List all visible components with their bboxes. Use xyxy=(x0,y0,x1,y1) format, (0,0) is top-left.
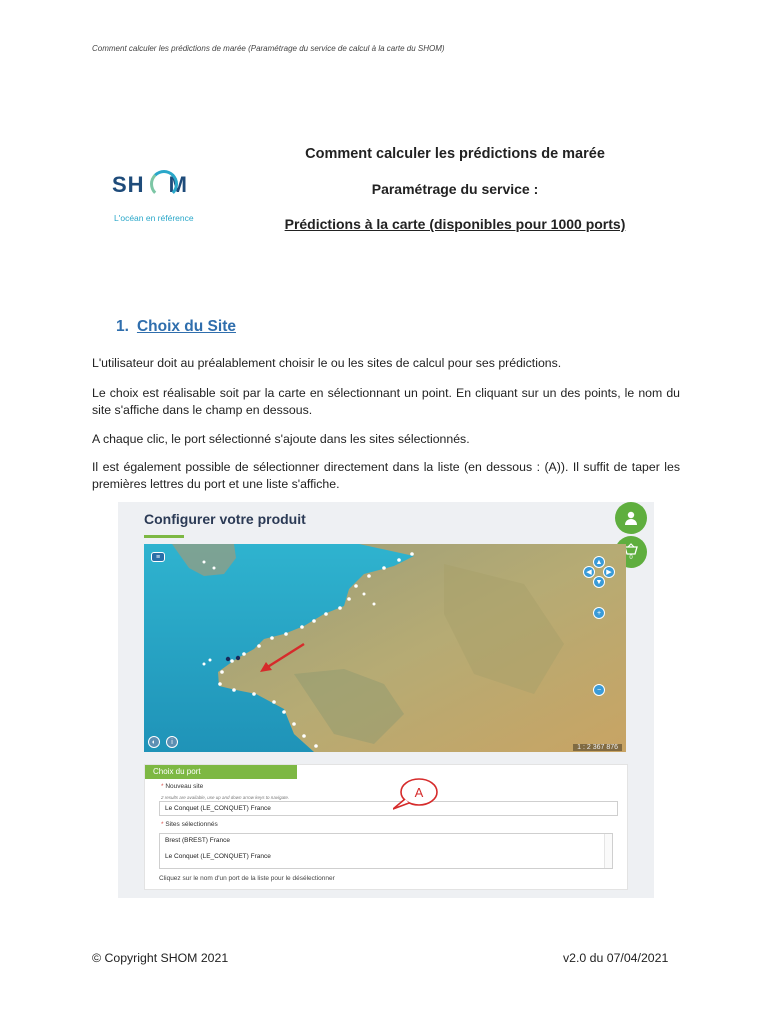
zoom-out-icon[interactable]: − xyxy=(593,684,605,696)
screenshot-title: Configurer votre produit xyxy=(144,511,306,527)
paragraph: Il est également possible de sélectionner directement dans la liste (en dessous : (A)). Il suffit de taper les premières lettres du port et une liste s'affiche. xyxy=(92,460,680,491)
basket-icon xyxy=(624,543,638,555)
pan-left-icon[interactable]: ◀ xyxy=(583,566,595,578)
paragraph: L'utilisateur doit au préalablement choisir le ou les sites de calcul pour ses prédictions. xyxy=(92,356,562,370)
autocomplete-hint: 2 results are available, use up and down arrow keys to navigate. xyxy=(161,795,290,800)
selected-sites-label: * Sites sélectionnés xyxy=(161,821,218,828)
running-header: Comment calculer les prédictions de marée (Paramétrage du service de calcul à la carte du SHOM) xyxy=(92,44,445,53)
scrollbar[interactable] xyxy=(604,834,612,868)
title-underline xyxy=(144,535,184,538)
section-title: Choix du Site xyxy=(136,318,236,335)
map-view[interactable] xyxy=(144,544,626,752)
doc-title: Comment calculer les prédictions de marée xyxy=(305,146,605,162)
new-site-label: * Nouveau site xyxy=(161,783,204,790)
map-scale: 1 : 2 367 876 xyxy=(573,744,622,751)
info-icon[interactable]: i xyxy=(166,736,178,748)
user-account-button[interactable] xyxy=(615,502,647,534)
layers-icon[interactable]: ≡ xyxy=(151,552,165,562)
pan-down-icon[interactable]: ▼ xyxy=(593,576,605,588)
selected-port-marker xyxy=(236,656,240,660)
pan-right-icon[interactable]: ▶ xyxy=(603,566,615,578)
port-choice-panel xyxy=(144,764,628,890)
selected-port-marker xyxy=(226,657,230,661)
list-item[interactable]: Brest (BREST) France xyxy=(165,837,231,844)
copyright: © Copyright SHOM 2021 xyxy=(92,951,229,965)
callout-bubble xyxy=(393,777,439,811)
paragraph: A chaque clic, le port sélectionné s'ajoute dans les sites sélectionnés. xyxy=(92,432,470,446)
section-number: 1. xyxy=(116,318,129,335)
callout-label: A xyxy=(414,785,424,800)
logo-ring-icon xyxy=(150,170,178,198)
zoom-in-icon[interactable]: + xyxy=(593,607,605,619)
globe-icon[interactable]: ◐ xyxy=(148,736,160,748)
user-icon xyxy=(623,510,639,526)
doc-subtitle-2: Prédictions à la carte (disponibles pour 1000 ports) xyxy=(284,216,626,232)
embedded-screenshot xyxy=(118,502,654,898)
version: v2.0 du 07/04/2021 xyxy=(563,951,669,965)
new-site-input[interactable]: Le Conquet (LE_CONQUET) France xyxy=(159,801,618,816)
pan-up-icon[interactable]: ▲ xyxy=(593,556,605,568)
shom-logo xyxy=(112,170,217,230)
logo-wordmark: SH M xyxy=(112,172,188,197)
map-canvas xyxy=(144,544,626,752)
doc-subtitle: Paramétrage du service : xyxy=(371,181,539,197)
deselect-note: Cliquez sur le nom d'un port de la liste pour le désélectionner xyxy=(159,875,335,882)
logo-tagline: L'océan en référence xyxy=(114,213,194,223)
paragraph: Le choix est réalisable soit par la carte en sélectionnant un point. En cliquant sur un des points, le nom du site s'affiche dans le champ en dessous. xyxy=(92,386,680,417)
selected-sites-list[interactable] xyxy=(159,833,613,869)
section-heading xyxy=(116,318,236,336)
list-item[interactable]: Le Conquet (LE_CONQUET) France xyxy=(165,853,271,860)
cart-count: 0 xyxy=(629,555,633,561)
panel-title: Choix du port xyxy=(145,765,297,779)
